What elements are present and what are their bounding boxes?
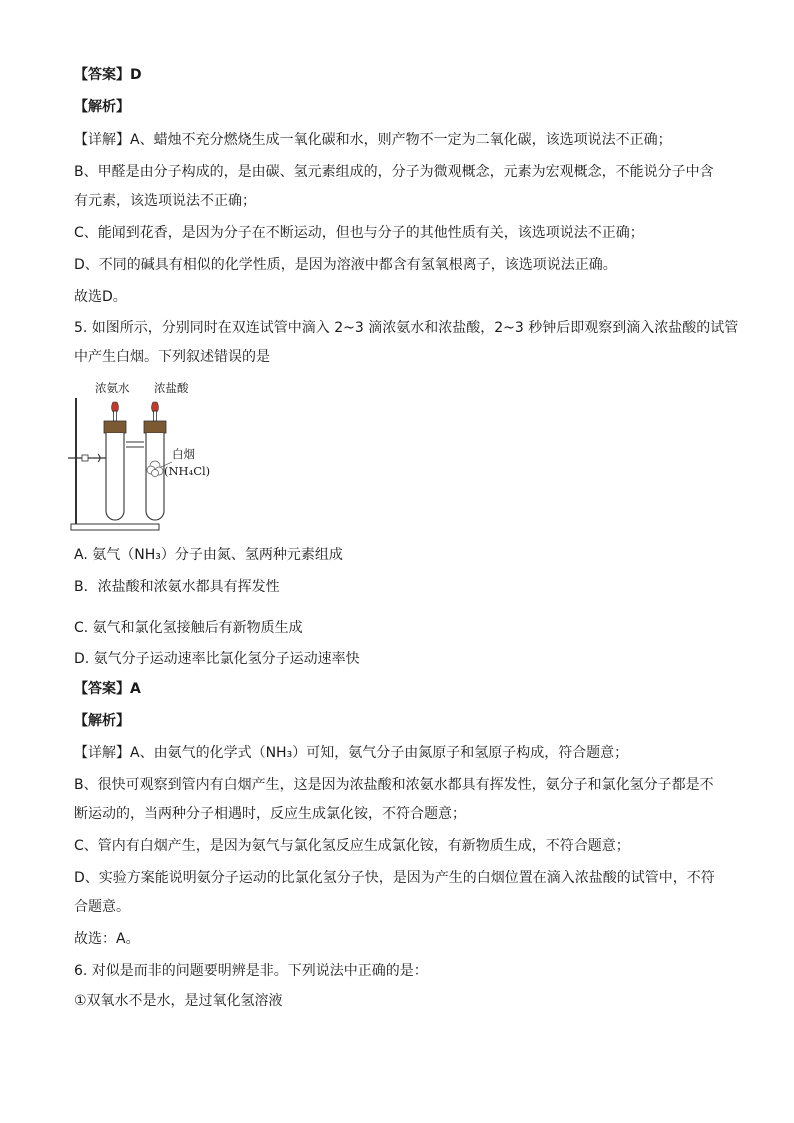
q5-apparatus-figure bbox=[68, 378, 228, 534]
label-conc-ammonia: 浓氨水 bbox=[95, 381, 130, 395]
stopper-left bbox=[104, 421, 126, 433]
q5-detail-d-line1: D、实验方案能说明氨分子运动的比氯化氢分子快，是因为产生的白烟位置在滴入浓盐酸的试管中，不符 bbox=[74, 870, 715, 886]
q4-conclusion: 故选D。 bbox=[74, 289, 127, 305]
q5-detail-d-line2: 合题意。 bbox=[74, 899, 130, 915]
dropper-left-icon bbox=[112, 402, 119, 421]
label-white-smoke: 白烟 bbox=[172, 447, 195, 461]
stopper-right bbox=[144, 421, 166, 433]
q5-detail-c: C、管内有白烟产生，是因为氨气与氯化氢反应生成氯化铵，有新物质生成，不符合题意； bbox=[74, 838, 630, 854]
q5-conclusion: 故选：A。 bbox=[74, 931, 140, 947]
q5-option-a: A. 氨气（NH₃）分子由氮、氢两种元素组成 bbox=[74, 547, 343, 563]
q5-stem-line2: 中产生白烟。下列叙述错误的是 bbox=[74, 349, 270, 365]
label-nh4cl: (NH₄Cl) bbox=[164, 464, 211, 478]
connecting-tube bbox=[126, 442, 144, 447]
q5-detail-b-line1: B、很快可观察到管内有白烟产生，这是因为浓盐酸和浓氨水都具有挥发性，氨分子和氯化氢分子都是不 bbox=[74, 777, 714, 793]
q4-detail-d: D、不同的碱具有相似的化学性质，是因为溶液中都含有氢氧根离子，该选项说法正确。 bbox=[74, 257, 617, 273]
q5-answer: 【答案】A bbox=[74, 681, 141, 697]
q4-detail-c: C、能闻到花香，是因为分子在不断运动，但也与分子的其他性质有关，该选项说法不正确； bbox=[74, 225, 644, 241]
q6-stem: 6. 对似是而非的问题要明辨是非。下列说法中正确的是： bbox=[74, 963, 428, 979]
q4-detail-b-line2: 有元素，该选项说法不正确； bbox=[74, 193, 256, 209]
q5-option-c: C. 氨气和氯化氢接触后有新物质生成 bbox=[74, 620, 303, 636]
test-tube-left bbox=[106, 433, 124, 520]
q5-option-b: B．浓盐酸和浓氨水都具有挥发性 bbox=[74, 579, 280, 595]
q5-detail-a: 【详解】A、由氨气的化学式（NH₃）可知，氨气分子由氮原子和氢原子构成，符合题意； bbox=[74, 745, 629, 761]
double-test-tube-diagram bbox=[68, 378, 228, 534]
label-conc-hcl: 浓盐酸 bbox=[154, 381, 189, 395]
q5-analysis-heading: 【解析】 bbox=[74, 713, 130, 729]
dropper-right-icon bbox=[152, 402, 159, 421]
q4-detail-b-line1: B、甲醛是由分子构成的，是由碳、氢元素组成的，分子为微观概念，元素为宏观概念，不能说分子中含 bbox=[74, 164, 714, 180]
q5-option-d: D. 氨气分子运动速率比氯化氢分子运动速率快 bbox=[74, 651, 360, 667]
q4-detail-a: 【详解】A、蜡烛不充分燃烧生成一氧化碳和水，则产物不一定为二氧化碳，该选项说法不正确； bbox=[74, 132, 672, 148]
q6-item-1: ①双氧水不是水，是过氧化氢溶液 bbox=[74, 993, 283, 1009]
q4-analysis-heading: 【解析】 bbox=[74, 99, 130, 115]
q5-detail-b-line2: 断运动的，当两种分子相遇时，反应生成氯化铵，不符合题意； bbox=[74, 806, 466, 822]
q5-stem-line1: 5. 如图所示，分别同时在双连试管中滴入 2~3 滴浓氨水和浓盐酸，2~3 秒钟后即观察到滴入浓盐酸的试管 bbox=[74, 320, 739, 336]
q4-answer: 【答案】D bbox=[74, 67, 142, 83]
